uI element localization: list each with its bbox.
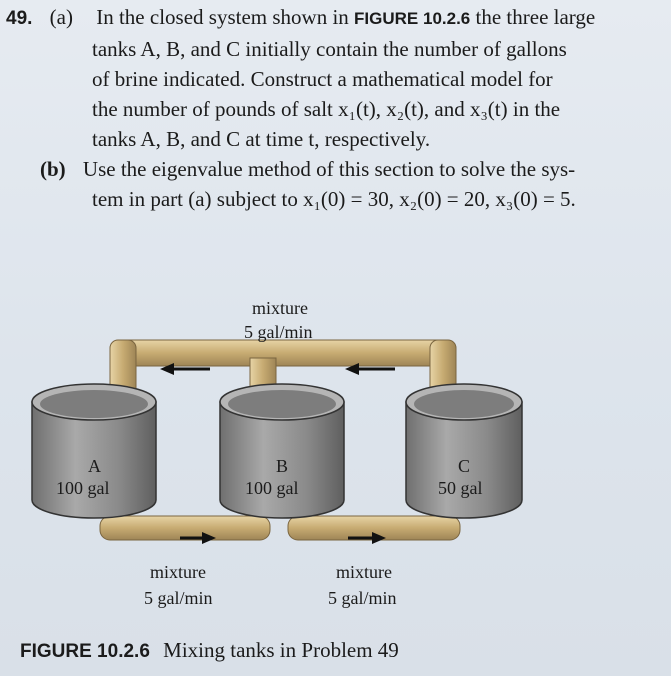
problem-line-2: tanks A, B, and C initially contain the number of gallons (92, 37, 567, 61)
problem-line-5: tanks A, B, and C at time t, respectively. (92, 127, 431, 151)
line-6-text: Use the eigenvalue method of this section to solve the sys- (82, 157, 576, 181)
bottom-pipe-a-b (100, 516, 270, 540)
caption-text: Mixing tanks in Problem 49 (163, 638, 399, 662)
figure-caption (20, 638, 399, 663)
tank-c-volume: 50 gal (438, 478, 483, 498)
part-b-label: (b) (40, 157, 66, 181)
tank-a-name: A (88, 456, 101, 476)
caption-figure-label: FIGURE 10.2.6 (20, 641, 150, 662)
figure-reference: FIGURE 10.2.6 (354, 9, 471, 28)
top-flow-rate: 5 gal/min (244, 322, 313, 342)
bottom-right-flow-rate: 5 gal/min (328, 588, 397, 608)
problem-line-3: of brine indicated. Construct a mathematical model for (92, 67, 553, 91)
line-1-pre: In the closed system shown in (96, 5, 349, 29)
problem-line-7: tem in part (a) subject to x₁(0) = 30, x₂(0) = 20, x₃(0) = 5. (92, 187, 576, 211)
part-a-label: (a) (49, 5, 73, 29)
problem-line-4: the number of pounds of salt x₁(t), x₂(t), and x₃(t) in the (92, 97, 561, 121)
top-flow-label: mixture (252, 298, 308, 318)
tank-a-volume: 100 gal (56, 478, 110, 498)
tank-c-name: C (458, 456, 471, 476)
bottom-left-flow-label: mixture (150, 562, 206, 582)
bottom-right-flow-label: mixture (336, 562, 392, 582)
line-1-post: the three large (475, 5, 596, 29)
tank-b-volume: 100 gal (245, 478, 299, 498)
problem-number: 49. (6, 8, 33, 29)
bottom-left-flow-rate: 5 gal/min (144, 588, 213, 608)
tank-b-name: B (276, 456, 289, 476)
